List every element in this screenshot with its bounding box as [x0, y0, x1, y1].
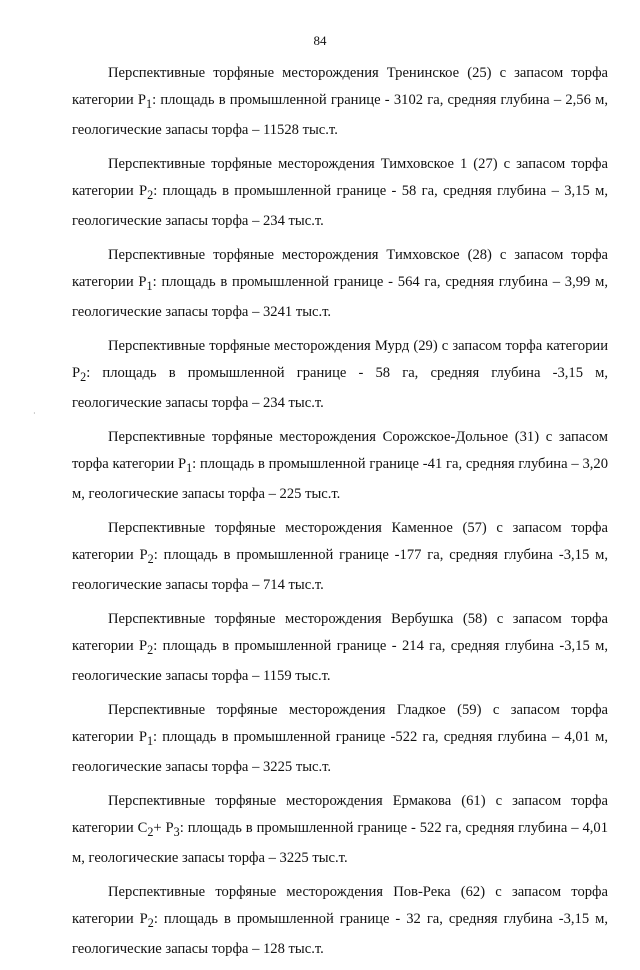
paragraph-timkhov-1: Перспективные торфяные месторождения Тимховское 1 (27) с запасом торфа категории $Р_2$: площадь в промышленной границе - 58 га, средняя глубина – 3,15 м, геологические запасы торфа – 234 тыс.т. [72, 156, 608, 229]
page-number: 84 [313, 33, 327, 48]
paragraph-sorozh-dolnoe: Перспективные торфяные месторождения Сорожское-Дольное (31) с запасом торфа категории $Р_1$: площадь в промышленной границе -41 га, средняя глубина – 3,20 м, геологические запасы торфа – 225 тыс.т. [72, 429, 608, 502]
body-text [72, 60, 608, 970]
paragraph-pov-reka: Перспективные торфяные месторождения Пов-Река (62) с запасом торфа категории $Р_2$: площадь в промышленной границе - 32 га, средняя глубина -3,15 м, геологические запасы торфа – 128 тыс.т. [72, 884, 608, 957]
paragraph-verbushka: Перспективные торфяные месторождения Вербушка (58) с запасом торфа категории $Р_2$: площадь в промышленной границе - 214 га, средняя глубина -3,15 м, геологические запасы торфа – 1159 тыс.т. [72, 611, 608, 684]
paragraph-murd: Перспективные торфяные месторождения Мурд (29) с запасом торфа категории $Р_2$: площадь в промышленной границе - 58 га, средняя глубина -3,15 м, геологические запасы торфа – 234 тыс.т. [72, 338, 608, 411]
paragraph-gladkoe: Перспективные торфяные месторождения Гладкое (59) с запасом торфа категории $Р_1$: площадь в промышленной границе -522 га, средняя глубина – 4,01 м, геологические запасы торфа – 3225 тыс.т. [72, 702, 608, 775]
paragraph-trenin: Перспективные торфяные месторождения Тренинское (25) с запасом торфа категории $Р_1$: площадь в промышленной границе - 3102 га, средняя глубина – 2,56 м, геологические запасы торфа – 11528 тыс.т. [72, 65, 608, 138]
paragraph-ermakova: Перспективные торфяные месторождения Ермакова (61) с запасом торфа категории $С_2+ Р_3$: площадь в промышленной границе - 522 га, средняя глубина – 4,01 м, геологические запасы торфа – 3225 тыс.т. [72, 793, 608, 866]
margin-mark: · [33, 409, 36, 418]
paragraph-kamennoe: Перспективные торфяные месторождения Каменное (57) с запасом торфа категории $Р_2$: площадь в промышленной границе -177 га, средняя глубина -3,15 м, геологические запасы торфа – 714 тыс.т. [72, 520, 608, 593]
paragraph-timkhov: Перспективные торфяные месторождения Тимховское (28) с запасом торфа категории $Р_1$: площадь в промышленной границе - 564 га, средняя глубина – 3,99 м, геологические запасы торфа – 3241 тыс.т. [72, 247, 608, 320]
